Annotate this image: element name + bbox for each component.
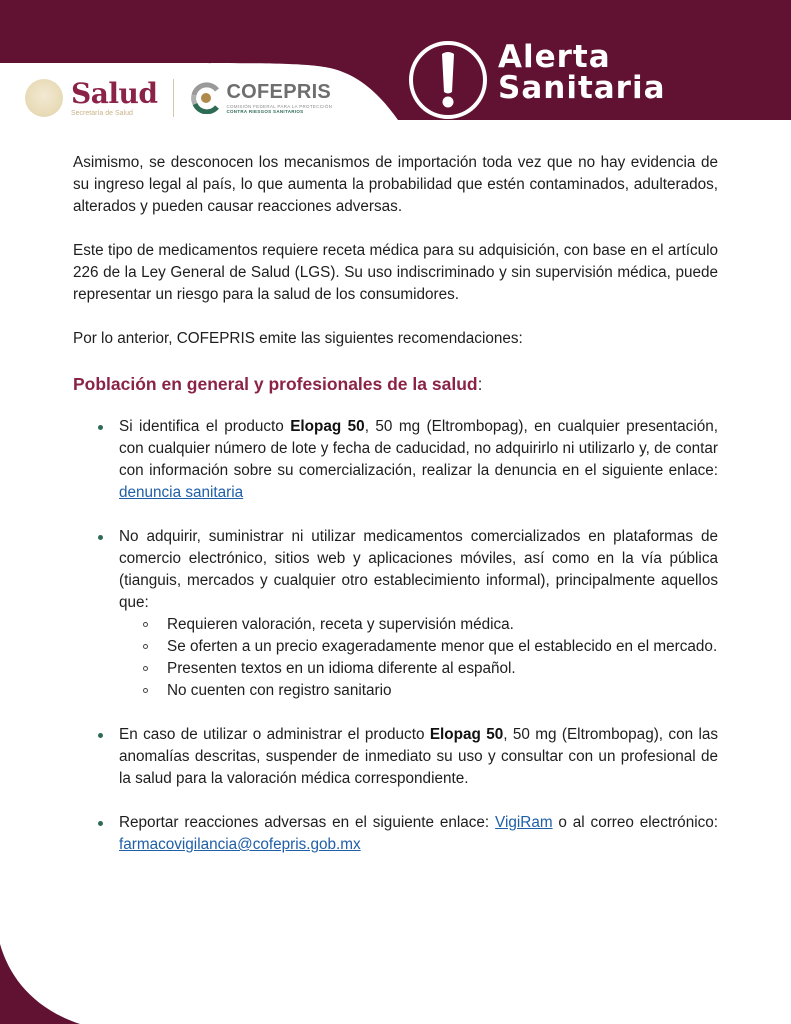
list-item-text: No adquirir, suministrar ni utilizar medicamentos comercializados en plataformas de comercio electrónico, sitios web y aplicaciones móviles, así como en la vía pública (tianguis, mercados y cualquier otro establecimiento informal), principalmente aquellos que: [119, 528, 718, 611]
logo-divider [173, 79, 174, 117]
sub-list-item [119, 636, 718, 658]
cofepris-subtitle-1: COMISIÓN FEDERAL PARA LA PROTECCIÓN [226, 104, 333, 109]
cofepris-subtitle-2: CONTRA RIESGOS SANITARIOS [226, 109, 304, 114]
list-item [73, 724, 718, 790]
sub-list-item-text: No cuenten con registro sanitario [167, 682, 392, 699]
exclamation-circle-icon [411, 43, 485, 117]
bullet-icon [98, 425, 103, 430]
sub-list-item-text: Requieren valoración, receta y supervisión médica. [167, 616, 514, 633]
paragraph-importation: Asimismo, se desconocen los mecanismos de importación toda vez que no hay evidencia de su ingreso legal al país, lo que aumenta la probabilidad que estén contaminados, adulterados, alterados y pueden causar reacciones adversas. [73, 154, 718, 215]
circle-bullet-icon [143, 666, 148, 671]
footer-curve-decoration [0, 944, 100, 1024]
circle-bullet-icon [143, 644, 148, 649]
sub-list-item-text: Presenten textos en un idioma diferente al español. [167, 660, 516, 677]
alert-title [498, 39, 666, 106]
sub-list-item [119, 680, 718, 702]
product-name: Elopag 50 [429, 726, 504, 743]
list-item-text: Reportar reacciones adversas en el siguiente enlace: [119, 814, 496, 831]
paragraph-prescription: Este tipo de medicamentos requiere receta médica para su adquisición, con base en el artículo 226 de la Ley General de Salud (LGS). Su uso indiscriminado y sin supervisión médica, puede representar un riesgo para la salud de los consumidores. [73, 242, 718, 303]
sub-list [119, 614, 718, 702]
list-item-text: , 50 mg (Eltrombopag), con las anomalías descritas, suspender de inmediato su uso y consultar con un profesional de la salud para la valoración médica correspondiente. [119, 726, 719, 787]
list-item [73, 416, 718, 504]
section-heading-colon: : [477, 374, 483, 394]
circle-bullet-icon [143, 622, 148, 627]
bullet-icon [98, 821, 103, 826]
list-item-text: , 50 mg (Eltrombopag), en cualquier presentación, con cualquier número de lote y fecha de caducidad, no adquirirlo ni utilizarlo y, de contar con información sobre su comercialización, realizar la denuncia en el siguiente enlace: [119, 418, 718, 479]
alert-title-line2: Sanitaria [498, 70, 666, 106]
recommendations-list [73, 416, 718, 856]
logos [25, 73, 332, 123]
list-item-text: o al correo electrónico: [552, 814, 719, 831]
salud-logo-text: Salud [71, 76, 158, 110]
list-item-text: Si identifica el producto [119, 418, 291, 435]
coat-of-arms-icon [25, 79, 63, 117]
paragraph-recommendations-intro: Por lo anterior, COFEPRIS emite las siguientes recomendaciones: [73, 330, 523, 347]
product-name: Elopag 50 [290, 418, 365, 435]
denuncia-sanitaria-link[interactable]: denuncia sanitaria [119, 484, 244, 501]
circle-bullet-icon [143, 688, 148, 693]
sub-list-item [119, 658, 718, 680]
cofepris-logo-text: COFEPRIS [226, 81, 332, 103]
bullet-icon [98, 733, 103, 738]
list-item-text: En caso de utilizar o administrar el producto [119, 726, 430, 743]
salud-logo [71, 76, 158, 117]
vigiram-link[interactable]: VigiRam [495, 814, 553, 831]
cofepris-logo [226, 82, 332, 114]
list-item [73, 526, 718, 702]
sub-list-item-text: Se oferten a un precio exageradamente menor que el establecido en el mercado. [167, 638, 718, 655]
section-heading [73, 372, 718, 396]
salud-logo-subtitle: Secretaría de Salud [71, 109, 133, 117]
list-item [73, 812, 718, 856]
cofepris-logo-icon [190, 82, 222, 114]
farmacovigilancia-email-link[interactable]: farmacovigilancia@cofepris.gob.mx [119, 836, 361, 853]
bullet-icon [98, 535, 103, 540]
alert-title-line1: Alerta [498, 39, 611, 75]
section-heading-text: Población en general y profesionales de la salud [73, 374, 478, 394]
sub-list-item [119, 614, 718, 636]
document-body [73, 152, 718, 878]
